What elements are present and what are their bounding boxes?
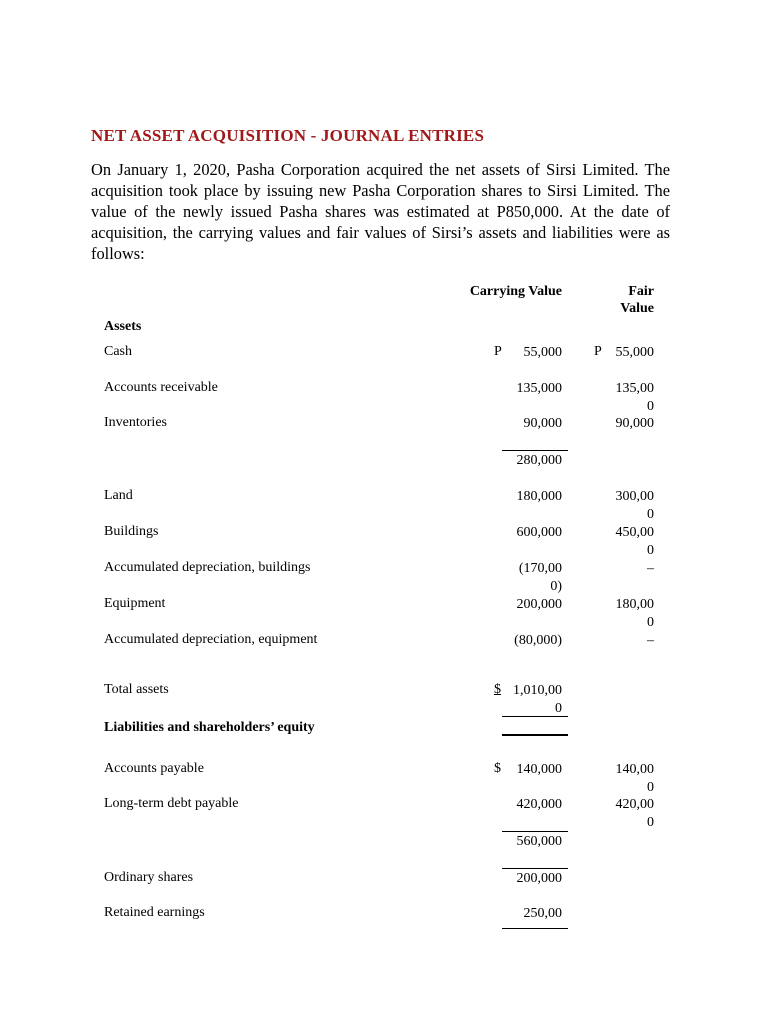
value-subtotal1-cv: 280,000 bbox=[516, 453, 562, 468]
total-rule-double bbox=[502, 734, 568, 736]
value-shares-cv: 200,000 bbox=[516, 871, 562, 886]
value-re-cv: 250,00 bbox=[523, 906, 562, 921]
value-land-fv: 300,000 bbox=[615, 489, 654, 522]
row-label-accdep-equipment: Accumulated depreciation, equipment bbox=[104, 632, 318, 647]
page-title: NET ASSET ACQUISITION - JOURNAL ENTRIES bbox=[91, 126, 485, 145]
row-label-retained-earnings: Retained earnings bbox=[104, 905, 205, 920]
row-label-buildings: Buildings bbox=[104, 524, 159, 539]
value-accdep-e-cv: (80,000) bbox=[514, 633, 562, 648]
value-equip-cv: 200,000 bbox=[516, 597, 562, 612]
value-inv-fv: 90,000 bbox=[615, 416, 654, 431]
value-ar-fv: 135,000 bbox=[615, 381, 654, 414]
currency-total-cv: $ bbox=[494, 682, 501, 697]
header-carrying-value: Carrying Value bbox=[469, 284, 562, 299]
bottom-rule bbox=[502, 928, 568, 929]
value-equip-fv: 180,000 bbox=[615, 597, 654, 630]
value-ltd-cv: 420,000 bbox=[516, 797, 562, 812]
value-total-cv: 1,010,000 bbox=[513, 683, 562, 716]
row-label-total-assets: Total assets bbox=[104, 682, 169, 697]
value-cash-cv: 55,000 bbox=[523, 345, 562, 360]
value-subtotal2-cv: 560,000 bbox=[516, 834, 562, 849]
row-label-accounts-receivable: Accounts receivable bbox=[104, 380, 218, 395]
value-ar-cv: 135,000 bbox=[516, 381, 562, 396]
row-label-equipment: Equipment bbox=[104, 596, 166, 611]
intro-paragraph: On January 1, 2020, Pasha Corporation acquired the net assets of Sirsi Limited. The acquisition took place by issuing new Pasha Corporation shares to Sirsi Limited. The value of the newly issued Pasha shares was estimated at P850,000. At the date of acquisition, the carrying values and fair values of Sirsi’s assets and liabilities were as follows: bbox=[91, 160, 670, 263]
section-liabilities: Liabilities and shareholders’ equity bbox=[104, 720, 315, 735]
row-label-accdep-buildings: Accumulated depreciation, buildings bbox=[104, 560, 311, 575]
row-label-cash: Cash bbox=[104, 344, 132, 359]
value-accdep-b-cv: (170,000) bbox=[518, 561, 562, 594]
currency-cash-cv: P bbox=[494, 344, 502, 359]
value-inv-cv: 90,000 bbox=[523, 416, 562, 431]
header-fair-value: Fair Value bbox=[620, 284, 654, 316]
value-bldg-cv: 600,000 bbox=[516, 525, 562, 540]
subtotal-rule-1 bbox=[502, 450, 568, 451]
value-ap-fv: 140,000 bbox=[615, 762, 654, 795]
subtotal-rule-2 bbox=[502, 831, 568, 832]
total-rule-top bbox=[502, 716, 568, 717]
value-cash-fv: 55,000 bbox=[615, 345, 654, 360]
subtotal-rule-3 bbox=[502, 868, 568, 869]
row-label-inventories: Inventories bbox=[104, 415, 167, 430]
row-label-land: Land bbox=[104, 488, 133, 503]
row-label-ordinary-shares: Ordinary shares bbox=[104, 870, 194, 885]
row-label-long-term-debt: Long-term debt payable bbox=[104, 796, 239, 811]
section-assets: Assets bbox=[104, 319, 142, 334]
value-accdep-b-fv: – bbox=[647, 561, 654, 576]
value-ltd-fv: 420,000 bbox=[615, 797, 654, 830]
currency-cash-fv: P bbox=[594, 344, 602, 359]
row-label-accounts-payable: Accounts payable bbox=[104, 761, 204, 776]
value-land-cv: 180,000 bbox=[516, 489, 562, 504]
currency-ap-cv: $ bbox=[494, 761, 501, 776]
value-bldg-fv: 450,000 bbox=[615, 525, 654, 558]
value-ap-cv: 140,000 bbox=[516, 762, 562, 777]
value-accdep-e-fv: – bbox=[647, 633, 654, 648]
